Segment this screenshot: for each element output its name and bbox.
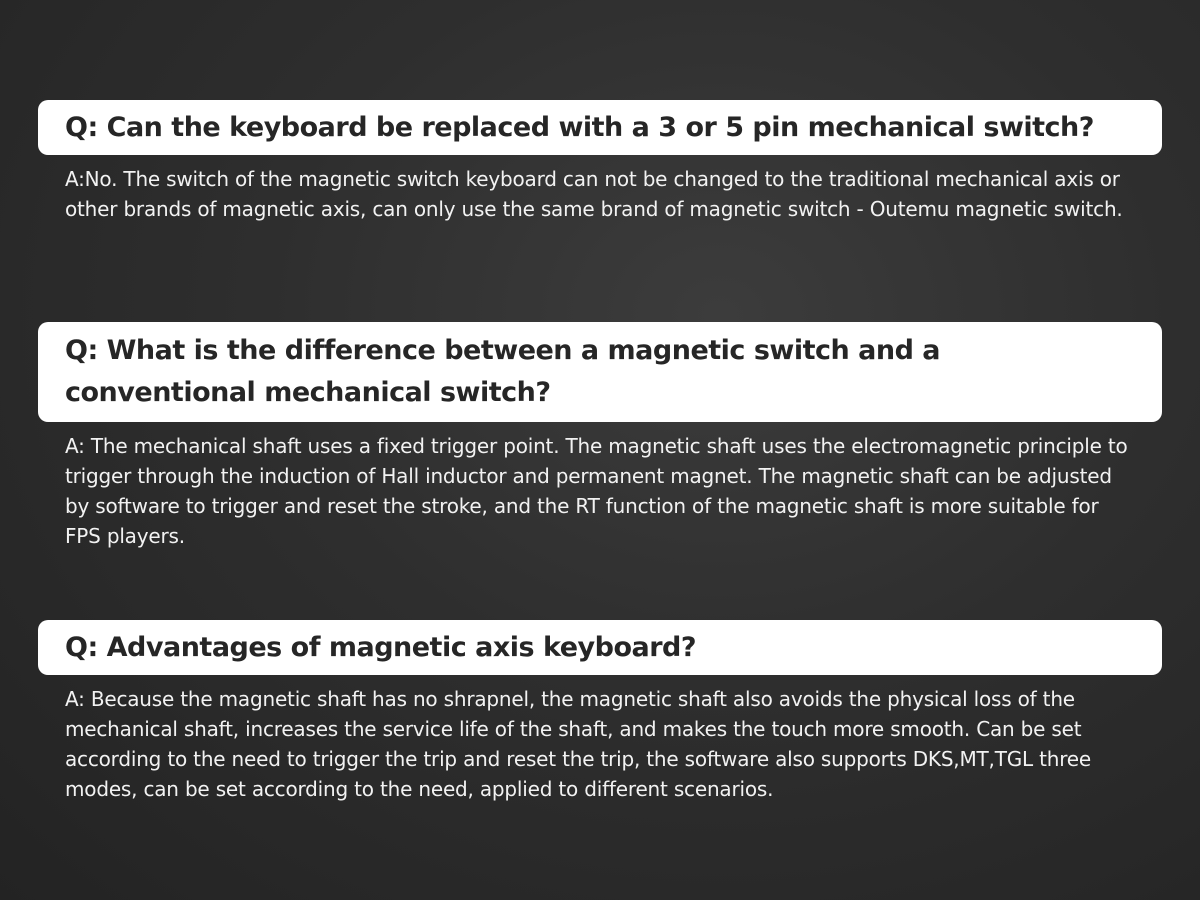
answer-text: A: The mechanical shaft uses a fixed trigger point. The magnetic shaft uses the electromagnetic principle to trigger through the induction of Hall inductor and permanent magnet. The magnetic shaft can be adjusted by software to trigger and reset the stroke, and the RT function of the magnetic shaft is more suitable for FPS players. — [65, 434, 1128, 548]
question-text: Q: Advantages of magnetic axis keyboard? — [65, 631, 697, 663]
question-text: Q: Can the keyboard be replaced with a 3 or 5 pin mechanical switch? — [65, 111, 1094, 143]
question-box — [38, 322, 1162, 422]
answer-text: A: Because the magnetic shaft has no shrapnel, the magnetic shaft also avoids the physical loss of the mechanical shaft, increases the service life of the shaft, and makes the touch more smooth. Can be set according to the need to trigger the trip and reset the trip, the software also supports DKS,MT,TGL three modes, can be set according to the need, applied to different scenarios. — [65, 687, 1092, 801]
question-box — [38, 620, 1162, 675]
question-text: Q: What is the difference between a magnetic switch and a conventional mechanical switch? — [65, 335, 941, 408]
faq-item-3 — [38, 620, 1162, 804]
question-box — [38, 100, 1162, 155]
faq-item-2 — [38, 322, 1162, 551]
faq-item-1 — [38, 100, 1162, 224]
answer-text: A:No. The switch of the magnetic switch keyboard can not be changed to the traditional mechanical axis or other brands of magnetic axis, can only use the same brand of magnetic switch - Outemu magnetic switch. — [65, 167, 1123, 221]
